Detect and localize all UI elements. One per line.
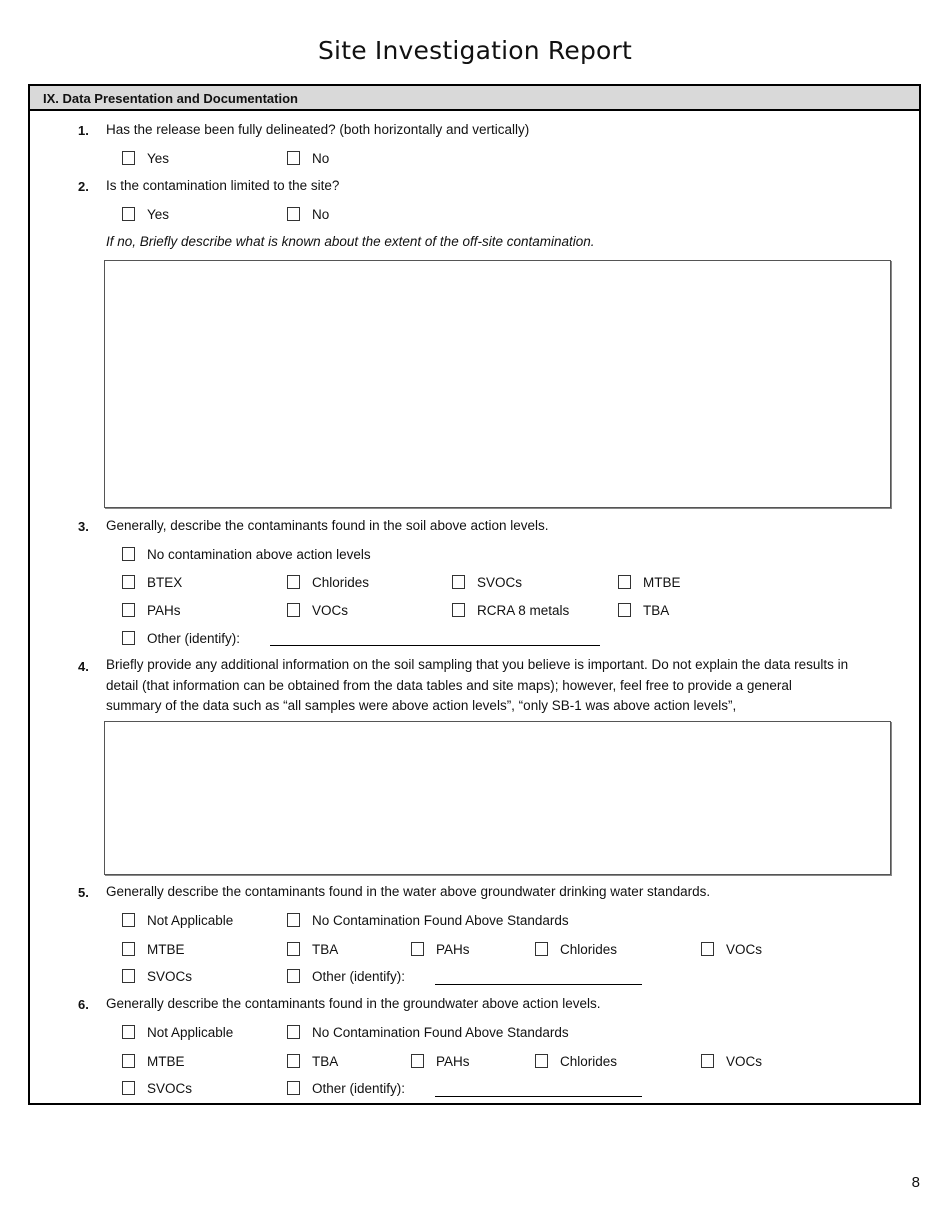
checkbox-label: RCRA 8 metals (477, 602, 570, 618)
checkbox-label: MTBE (147, 1053, 185, 1069)
checkbox[interactable] (411, 942, 424, 956)
checkbox-option[interactable] (287, 940, 338, 958)
page-number: 8 (911, 1174, 920, 1191)
checkbox-label: MTBE (147, 941, 185, 957)
checkbox[interactable] (122, 1025, 135, 1039)
checkbox[interactable] (287, 1081, 300, 1095)
checkbox[interactable] (122, 942, 135, 956)
question-text: Generally describe the contaminants found in the groundwater above action levels. (106, 996, 601, 1011)
checkbox-option[interactable] (287, 205, 329, 223)
checkbox-label: Chlorides (560, 941, 618, 957)
checkbox[interactable] (287, 1054, 300, 1068)
checkbox[interactable] (618, 575, 631, 589)
question-text: Briefly provide any additional information on the soil sampling that you believe is important. Do not explain the data results in detail (that information can be obtained from the data tables and site maps); however, feel free to provide a general summary of the data such as “all samples were above action levels”, “only SB-1 was above action levels”, (106, 657, 849, 713)
checkbox-option[interactable] (287, 1079, 405, 1097)
checkbox-option[interactable] (122, 573, 182, 591)
section-frame (28, 84, 921, 1105)
question-number: 5. (78, 885, 89, 900)
checkbox[interactable] (122, 969, 135, 983)
checkbox[interactable] (122, 1054, 135, 1068)
checkbox-label: No Contamination Found Above Standards (312, 912, 569, 928)
checkbox-label: Yes (147, 150, 170, 166)
checkbox-label: No Contamination Found Above Standards (312, 1024, 569, 1040)
checkbox-label: SVOCs (147, 968, 193, 984)
checkbox-option[interactable] (287, 967, 405, 985)
checkbox[interactable] (122, 207, 135, 221)
checkbox-label: PAHs (436, 1053, 470, 1069)
checkbox-label: Other (identify): (312, 1080, 406, 1096)
checkbox[interactable] (535, 1054, 548, 1068)
checkbox[interactable] (452, 603, 465, 617)
checkbox-label: PAHs (436, 941, 470, 957)
checkbox-option[interactable] (701, 1052, 762, 1070)
checkbox-option[interactable] (452, 601, 569, 619)
checkbox-label: VOCs (726, 1053, 763, 1069)
checkbox-label: Chlorides (560, 1053, 618, 1069)
checkbox[interactable] (287, 575, 300, 589)
checkbox-label: Chlorides (312, 574, 370, 590)
checkbox-label: TBA (312, 941, 339, 957)
checkbox[interactable] (287, 151, 300, 165)
checkbox[interactable] (287, 1025, 300, 1039)
checkbox-label: SVOCs (477, 574, 523, 590)
other-identify-line[interactable] (270, 645, 600, 646)
checkbox[interactable] (535, 942, 548, 956)
checkbox-option[interactable] (535, 940, 617, 958)
checkbox-option[interactable] (122, 967, 192, 985)
checkbox-option[interactable] (452, 573, 522, 591)
checkbox[interactable] (122, 547, 135, 561)
checkbox[interactable] (122, 151, 135, 165)
checkbox-label: No (312, 206, 330, 222)
checkbox-option[interactable] (287, 573, 369, 591)
checkbox[interactable] (287, 603, 300, 617)
question-number: 2. (78, 179, 89, 194)
checkbox-label: VOCs (312, 602, 349, 618)
offsite-description-textarea[interactable] (104, 260, 891, 508)
checkbox-label: PAHs (147, 602, 181, 618)
question-text: Has the release been fully delineated? (both horizontally and vertically) (106, 122, 530, 137)
checkbox-label: No (312, 150, 330, 166)
question-text: Generally, describe the contaminants found in the soil above action levels. (106, 518, 549, 533)
question-number: 6. (78, 997, 89, 1012)
checkbox-label: Not Applicable (147, 912, 234, 928)
checkbox-option[interactable] (618, 573, 681, 591)
question-number: 1. (78, 123, 89, 138)
checkbox[interactable] (618, 603, 631, 617)
checkbox[interactable] (287, 969, 300, 983)
checkbox[interactable] (122, 1081, 135, 1095)
checkbox-option[interactable] (411, 1052, 470, 1070)
checkbox-label: Other (identify): (147, 630, 241, 646)
checkbox-option[interactable] (122, 940, 185, 958)
checkbox-option[interactable] (411, 940, 470, 958)
checkbox-label: MTBE (643, 574, 681, 590)
checkbox-option[interactable] (287, 1052, 338, 1070)
checkbox-option[interactable] (287, 149, 329, 167)
section-header: IX. Data Presentation and Documentation (30, 86, 919, 111)
checkbox-label: TBA (312, 1053, 339, 1069)
checkbox-option[interactable] (122, 911, 233, 929)
question-text: Generally describe the contaminants found in the water above groundwater drinking water standards. (106, 884, 711, 899)
checkbox-option[interactable] (287, 601, 348, 619)
checkbox-label: Yes (147, 206, 170, 222)
checkbox-label: SVOCs (147, 1080, 193, 1096)
checkbox-label: Not Applicable (147, 1024, 234, 1040)
question-text: Is the contamination limited to the site? (106, 178, 340, 193)
checkbox-option[interactable] (701, 940, 762, 958)
checkbox[interactable] (287, 207, 300, 221)
checkbox[interactable] (122, 603, 135, 617)
checkbox-option[interactable] (122, 601, 181, 619)
other-identify-line[interactable] (435, 1096, 642, 1097)
checkbox[interactable] (701, 1054, 714, 1068)
checkbox[interactable] (122, 575, 135, 589)
question-number: 3. (78, 519, 89, 534)
checkbox-option[interactable] (122, 629, 240, 647)
checkbox[interactable] (287, 913, 300, 927)
checkbox[interactable] (122, 631, 135, 645)
checkbox-label: No contamination above action levels (147, 546, 371, 562)
checkbox-option[interactable] (122, 205, 169, 223)
soil-sampling-textarea[interactable] (104, 721, 891, 875)
checkbox-label: TBA (643, 602, 670, 618)
checkbox[interactable] (411, 1054, 424, 1068)
checkbox-option[interactable] (122, 1023, 233, 1041)
checkbox-option[interactable] (122, 545, 371, 563)
instruction-note: If no, Briefly describe what is known about the extent of the off-site contamination. (106, 234, 595, 249)
checkbox-label: VOCs (726, 941, 763, 957)
checkbox[interactable] (452, 575, 465, 589)
checkbox-option[interactable] (122, 1052, 185, 1070)
checkbox-option[interactable] (287, 911, 569, 929)
checkbox-option[interactable] (535, 1052, 617, 1070)
checkbox-label: BTEX (147, 574, 183, 590)
checkbox-option[interactable] (618, 601, 669, 619)
other-identify-line[interactable] (435, 984, 642, 985)
checkbox-option[interactable] (122, 1079, 192, 1097)
checkbox[interactable] (701, 942, 714, 956)
checkbox[interactable] (122, 913, 135, 927)
checkbox-option[interactable] (122, 149, 169, 167)
checkbox[interactable] (287, 942, 300, 956)
page-title: Site Investigation Report (317, 36, 632, 65)
question-number: 4. (78, 659, 89, 674)
checkbox-option[interactable] (287, 1023, 569, 1041)
checkbox-label: Other (identify): (312, 968, 406, 984)
